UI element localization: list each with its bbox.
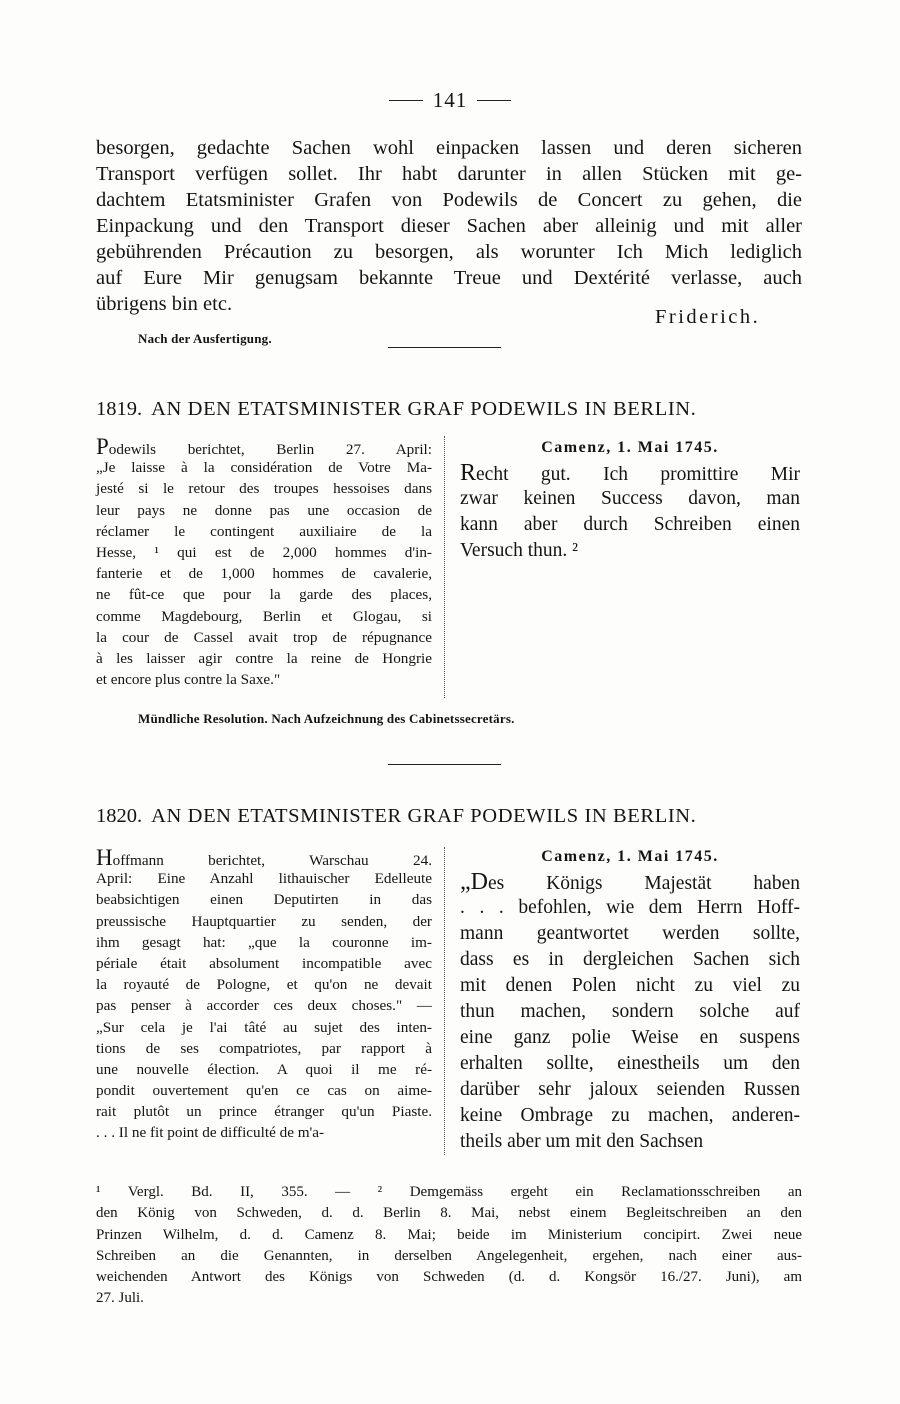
text-line: gebührenden Précaution zu besorgen, als worunter Ich Mich lediglich (96, 241, 802, 263)
text-line: dass es in dergleichen Sachen sich (460, 949, 800, 970)
text-line: à les laisser agir contre la reine de Hongrie (96, 649, 432, 667)
text-line: rait plutôt un prince étranger qu'un Piaste. (96, 1103, 432, 1121)
text-line: auf Eure Mir genugsam bekannte Treue und Dextérité verlasse, auch (96, 267, 802, 289)
letter-date: Camenz, 1. Mai 1745. (541, 439, 719, 456)
initial-capital: P (96, 434, 109, 459)
text-line: dachtem Etatsminister Grafen von Podewils de Concert zu gehen, die (96, 189, 802, 211)
text-line: mit denen Polen nicht zu viel zu (460, 975, 800, 996)
text-line: darüber sehr jaloux seienden Russen (460, 1079, 800, 1100)
text-line: Podewils berichtet, Berlin 27. April: (96, 434, 432, 459)
text-line: . . . befohlen, wie dem Herrn Hoff- (460, 897, 800, 918)
text-line: la royauté de Pologne, et qu'on ne devait (96, 976, 432, 994)
footnote-line: den König von Schweden, d. d. Berlin 8. Mai, nebst einem Begleitschreiben an den (96, 1205, 802, 1222)
text-line: übrigens bin etc. (96, 293, 233, 315)
signature: Friderich. (655, 306, 761, 328)
letter-date: Camenz, 1. Mai 1745. (541, 848, 719, 865)
text-line: . . . Il ne fit point de difficulté de m'a- (96, 1124, 325, 1142)
header-dash-right (477, 100, 511, 102)
footnotes (96, 1182, 802, 1310)
text-line: ihm gesagt hat: „que la couronne im- (96, 933, 432, 951)
footnote-line: 27. Juli. (96, 1290, 144, 1307)
letter-title: AN DEN ETATSMINISTER GRAF PODEWILS IN BERLIN. (151, 398, 697, 420)
initial-capital: H (96, 845, 113, 870)
text-line: „Sur cela je l'ai tâté au sujet des inten- (96, 1018, 432, 1036)
section-rule (388, 764, 501, 765)
text-line: périale était absolument incompatible avec (96, 954, 432, 972)
reply-column-1820 (460, 845, 800, 1155)
source-note: Nach der Ausfertigung. (138, 331, 272, 346)
text-line: kann aber durch Schreiben einen (460, 514, 800, 535)
report-column-1819 (96, 436, 432, 690)
text-line: Hoffmann berichtet, Warschau 24. (96, 845, 432, 870)
initial-capital: „D (460, 869, 488, 895)
letter-heading-1820 (96, 805, 804, 828)
page-number: 141 (432, 88, 468, 112)
source-note: Mündliche Resolution. Nach Aufzeichnung des Cabinetssecretärs. (138, 711, 515, 726)
text-line: pondit ouvertement qu'en ce cas on aime- (96, 1082, 432, 1100)
text-line: April: Eine Anzahl lithauischer Edelleute (96, 870, 432, 888)
section-rule (388, 347, 501, 348)
reply-column-1819 (460, 436, 800, 564)
text-line: Recht gut. Ich promittire Mir (460, 460, 800, 486)
text-line: la cour de Cassel avait trop de répugnance (96, 628, 432, 646)
text-line: preussische Hauptquartier zu senden, der (96, 912, 432, 930)
text-line: pas penser à accorder ces deux choses." — (96, 997, 432, 1015)
text-line: Transport verfügen sollet. Ihr habt darunter in allen Stücken mit ge- (96, 163, 802, 185)
text-line: theils aber um mit den Sachsen (460, 1131, 704, 1152)
text-line: jesté si le retour des troupes hessoises dans (96, 480, 432, 498)
footnote-line: weichenden Antwort des Königs von Schweden (d. d. Kongsör 16./27. Juni), am (96, 1269, 802, 1286)
report-column-1820 (96, 847, 432, 1144)
text-line: Hesse, ¹ qui est de 2,000 hommes d'in- (96, 543, 432, 561)
text-line: eine ganz polie Weise en suspens (460, 1027, 800, 1048)
initial-capital: R (460, 460, 477, 486)
text-line: ne fût-ce que pour la garde des places, (96, 586, 432, 604)
text-line: fanterie et de 1,000 hommes de cavalerie, (96, 565, 432, 583)
letter-number: 1820. (96, 805, 143, 827)
text-line: Versuch thun. ² (460, 540, 578, 561)
footnote-line: ¹ Vergl. Bd. II, 355. — ² Demgemäss ergeht ein Reclamationsschreiben an (96, 1184, 802, 1200)
letter-title: AN DEN ETATSMINISTER GRAF PODEWILS IN BERLIN. (151, 805, 697, 827)
text-line: Einpackung und den Transport dieser Sachen aber alleinig und mit aller (96, 215, 802, 237)
text-line: keine Ombrage zu machen, anderen- (460, 1105, 800, 1126)
intro-paragraph (96, 135, 802, 317)
text-line: réclamer le contingent auxiliaire de la (96, 522, 432, 540)
text-line: „Je laisse à la considération de Votre Ma- (96, 459, 432, 477)
letter-number: 1819. (96, 398, 143, 420)
text-line: comme Magdebourg, Berlin et Glogau, si (96, 607, 432, 625)
text-line: mann geantwortet werden sollte, (460, 923, 800, 944)
page-header (0, 88, 900, 113)
text-line: beabsichtigen einen Deputirten in das (96, 891, 432, 909)
footnote-line: Schreiben an die Genannten, in derselben Angelegenheit, ergehen, nach einer aus- (96, 1247, 802, 1264)
text-line: thun machen, sondern solche auf (460, 1001, 800, 1022)
text-line: erhalten sollte, einestheils um den (460, 1053, 800, 1074)
text-line: et encore plus contre la Saxe." (96, 671, 281, 689)
text-line: tions de ses compatriotes, par rapport à (96, 1039, 432, 1057)
text-line: „Des Königs Majestät haben (460, 869, 800, 895)
column-divider (444, 847, 445, 1155)
letter-heading-1819 (96, 398, 804, 421)
text-line: besorgen, gedachte Sachen wohl einpacken lassen und deren sicheren (96, 137, 802, 159)
text-line: une nouvelle élection. A quoi il me ré- (96, 1060, 432, 1078)
header-dash-left (389, 100, 423, 102)
column-divider (444, 436, 445, 698)
text-line: leur pays ne donne pas une occasion de (96, 501, 432, 519)
footnote-line: Prinzen Wilhelm, d. d. Camenz 8. Mai; beide im Ministerium concipirt. Zwei neue (96, 1226, 802, 1243)
text-line: zwar keinen Success davon, man (460, 488, 800, 509)
